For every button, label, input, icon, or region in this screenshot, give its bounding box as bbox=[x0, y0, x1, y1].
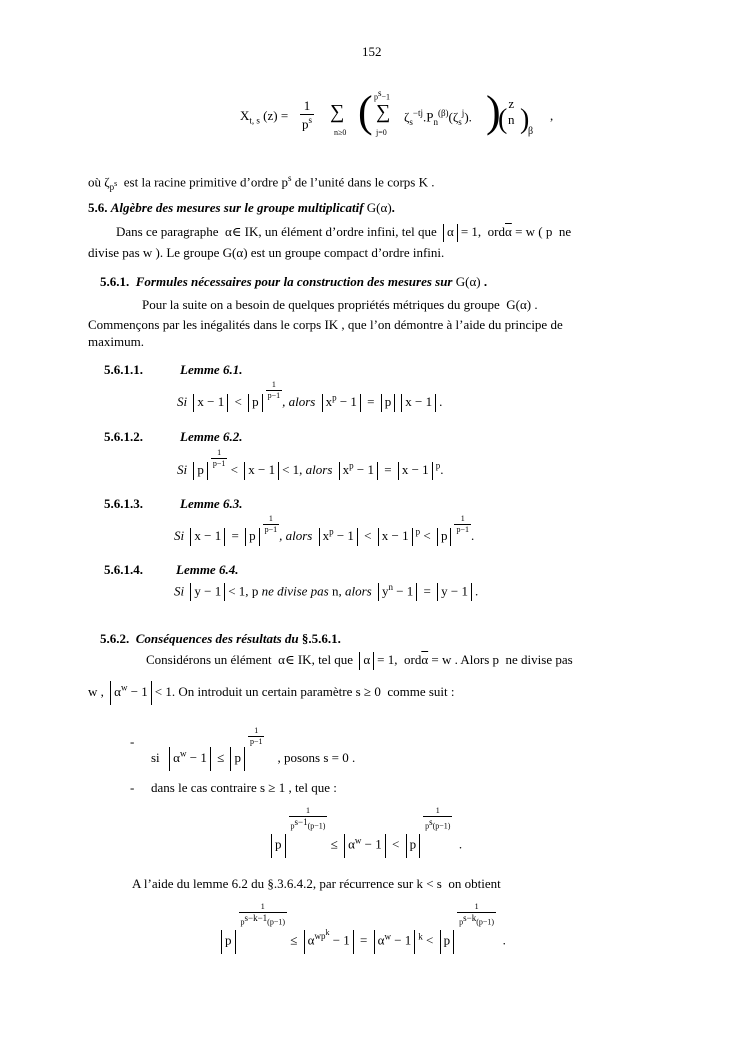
bullet-1-dash: - bbox=[130, 734, 135, 749]
section-5-6-2-para-3: A l’aide du lemme 6.2 du §.3.6.4.2, par récurrence sur k < s on obtient bbox=[132, 876, 501, 891]
formula-frac: $\frac{1}{p^s}$ bbox=[302, 98, 313, 132]
inner-sum-sign: ∑ bbox=[376, 101, 391, 123]
lemma-6-2-heading: 5.6.1.2. bbox=[104, 429, 143, 444]
formula-lhs: X bbox=[240, 108, 250, 123]
lemma-6-1-heading: 5.6.1.1. bbox=[104, 362, 143, 377]
inequality-2: p $\frac{1}{p^{s-k-1}(p-1)}$ ≤ $\alpha^{wp^k} - 1 = \alpha^w - 1$ $^k$ < p $\frac{1}{p^{s-k}(p-1)}$ . bbox=[218, 902, 506, 954]
section-5-6-1-heading: 5.6.1. Formules nécessaires pour la construction des mesures sur G(α) . bbox=[100, 274, 488, 289]
line-ou: où $\zeta_{p^s}$ est la racine primitive d’ordre $p^s$ de l’unité dans le corps K . bbox=[88, 173, 435, 192]
lemma-6-3-title: Lemme 6.3. bbox=[180, 496, 243, 511]
page-number: 152 bbox=[362, 44, 382, 59]
lemma-6-1-statement: Si x − 1 < p $\frac{1}{p-1}$ , alors $x^p - 1 = p$ x − 1 . bbox=[177, 380, 442, 412]
section-5-6-heading: 5.6. Algèbre des mesures sur le groupe multiplicatif G(α). bbox=[88, 200, 395, 215]
lemma-6-3-statement: Si x − 1 = p $\frac{1}{p-1}$ , alors $x^p - 1 < x - 1$ $^p$ < p $\frac{1}{p-1}$ . bbox=[174, 514, 474, 546]
section-5-6-2-para-line2: w , $\alpha^w - 1 < 1$. On introduit un certain paramètre s ≥ 0 comme suit : bbox=[88, 681, 455, 705]
formula-binom: z n bbox=[508, 96, 515, 128]
section-5-6-2-heading: 5.6.2. Conséquences des résultats du §.5.6.1. bbox=[100, 631, 341, 646]
outer-sum-sign: ∑ bbox=[330, 101, 345, 123]
lemma-6-1-title: Lemme 6.1. bbox=[180, 362, 243, 377]
lemma-6-4-statement: Si y − 1 < 1, p ne divise pas n, alors $y^n - 1 = y - 1$ . bbox=[174, 582, 478, 601]
bullet-1: si $\alpha^w - 1 \le p$ $\frac{1}{p-1}$ , posons s = 0 . bbox=[151, 726, 355, 771]
inequality-1: p $\frac{1}{p^{s-1}(p-1)}$ ≤ $\alpha^w - 1 < p$ $\frac{1}{p^s(p-1)}$ . bbox=[268, 806, 462, 858]
page: 152 $X_{t, s}$ (z) = $\frac{1}{p^s}$ ∑ n≥0 ( $p^s-1$ ∑ j=0 $\zeta_s^{-tj}.P_n^{(\beta)}(\zeta_s^j)$. ( z n ) β ) , où $\zeta_{p^s}$ est la racine primitive d’ordre $p^s$ de l’unité dans le corps K . 5.6. Algèbre des mesures sur le groupe multiplicatif G(α). Dans ce paragraphe α∈ IK, un élément d’ordre infini, tel que α = 1, $ord\overline{\alpha} = w$ ( p ne divise pas w ). Le groupe G(α) est un groupe compact d’ordre infini. 5.6.1. Formules nécessaires pour la construction des mesures sur G(α) . Pour la suite on a besoin de quelques propriétés métriques du groupe G(α) . Commençons par les inégalités dans le corps IK , que l’on démontre à l’aide du principe de maximum. 5.6.1.1. Lemme 6.1. Si x − 1 < p $\frac{1}{p-1}$ , alors $x^p - 1 = p$ x − 1 . 5.6.1.2. Lemme 6.2. Si p $\frac{1}{p-1}$ < x − 1 < 1, alors $x^p - 1 = x - 1$ $^p$. 5.6.1.3. Lemme 6.3. Si x − 1 = p $\frac{1}{p-1}$ , alors $x^p - 1 < x - 1$ $^p$ < p $\frac{1}{p-1}$ . 5.6.1.4. Lemme 6.4. Si y − 1 < 1, p ne divise pas n, alors $y^n - 1 = y - 1$ . 5.6.2. Conséquences des résultats du §.5.6.1. Considérons un élément α∈ IK, tel que α = 1, $ord\overline{\alpha} = w$ . Alors p ne divise pas w , $\alpha^w - 1 < 1$. On introduit un certain paramètre s ≥ 0 comme suit : - si $\alpha^w - 1 \le p$ $\frac{1}{p-1}$ , posons s = 0 . - dans le cas contraire s ≥ 1 , tel que : p $\frac{1}{p^{s-1}(p-1)}$ ≤ $\alpha^w - 1 < p$ $\frac{1}{p^s(p-1)}$ . A l’aide du lemme 6.2 du §.3.6.4.2, par récurrence sur k < s on obtient p $\frac{1}{p^{s-k-1}(p-1)}$ ≤ $\alpha^{wp^k} - 1 = \alpha^w - 1$ $^k$ < p $\frac{1}{p^{s-k}(p-1)}$ . bbox=[0, 0, 744, 1053]
section-5-6-1-para-line3: maximum. bbox=[88, 334, 144, 349]
section-5-6-para-line2: divise pas w ). Le groupe G(α) est un groupe compact d’ordre infini. bbox=[88, 245, 445, 260]
bullet-2: dans le cas contraire s ≥ 1 , tel que : bbox=[151, 780, 337, 795]
lemma-6-3-heading: 5.6.1.3. bbox=[104, 496, 143, 511]
section-5-6-1-para-line1: Pour la suite on a besoin de quelques propriétés métriques du groupe G(α) . bbox=[142, 297, 538, 312]
section-5-6-1-para-line2: Commençons par les inégalités dans le corps IK , que l’on démontre à l’aide du principe de bbox=[88, 317, 563, 332]
bullet-2-dash: - bbox=[130, 780, 135, 795]
section-5-6-para-line1: Dans ce paragraphe α∈ IK, un élément d’ordre infini, tel que α = 1, $ord\overline{\alpha} = w$ ( p ne bbox=[116, 224, 656, 242]
lemma-6-2-title: Lemme 6.2. bbox=[180, 429, 243, 444]
lemma-6-4-heading: 5.6.1.4. bbox=[104, 562, 143, 577]
section-5-6-2-para-line1: Considérons un élément α∈ IK, tel que α = 1, $ord\overline{\alpha} = w$ . Alors p ne divise pas bbox=[146, 652, 573, 670]
lemma-6-2-statement: Si p $\frac{1}{p-1}$ < x − 1 < 1, alors $x^p - 1 = x - 1$ $^p$. bbox=[177, 448, 443, 480]
lemma-6-4-title: Lemme 6.4. bbox=[176, 562, 239, 577]
